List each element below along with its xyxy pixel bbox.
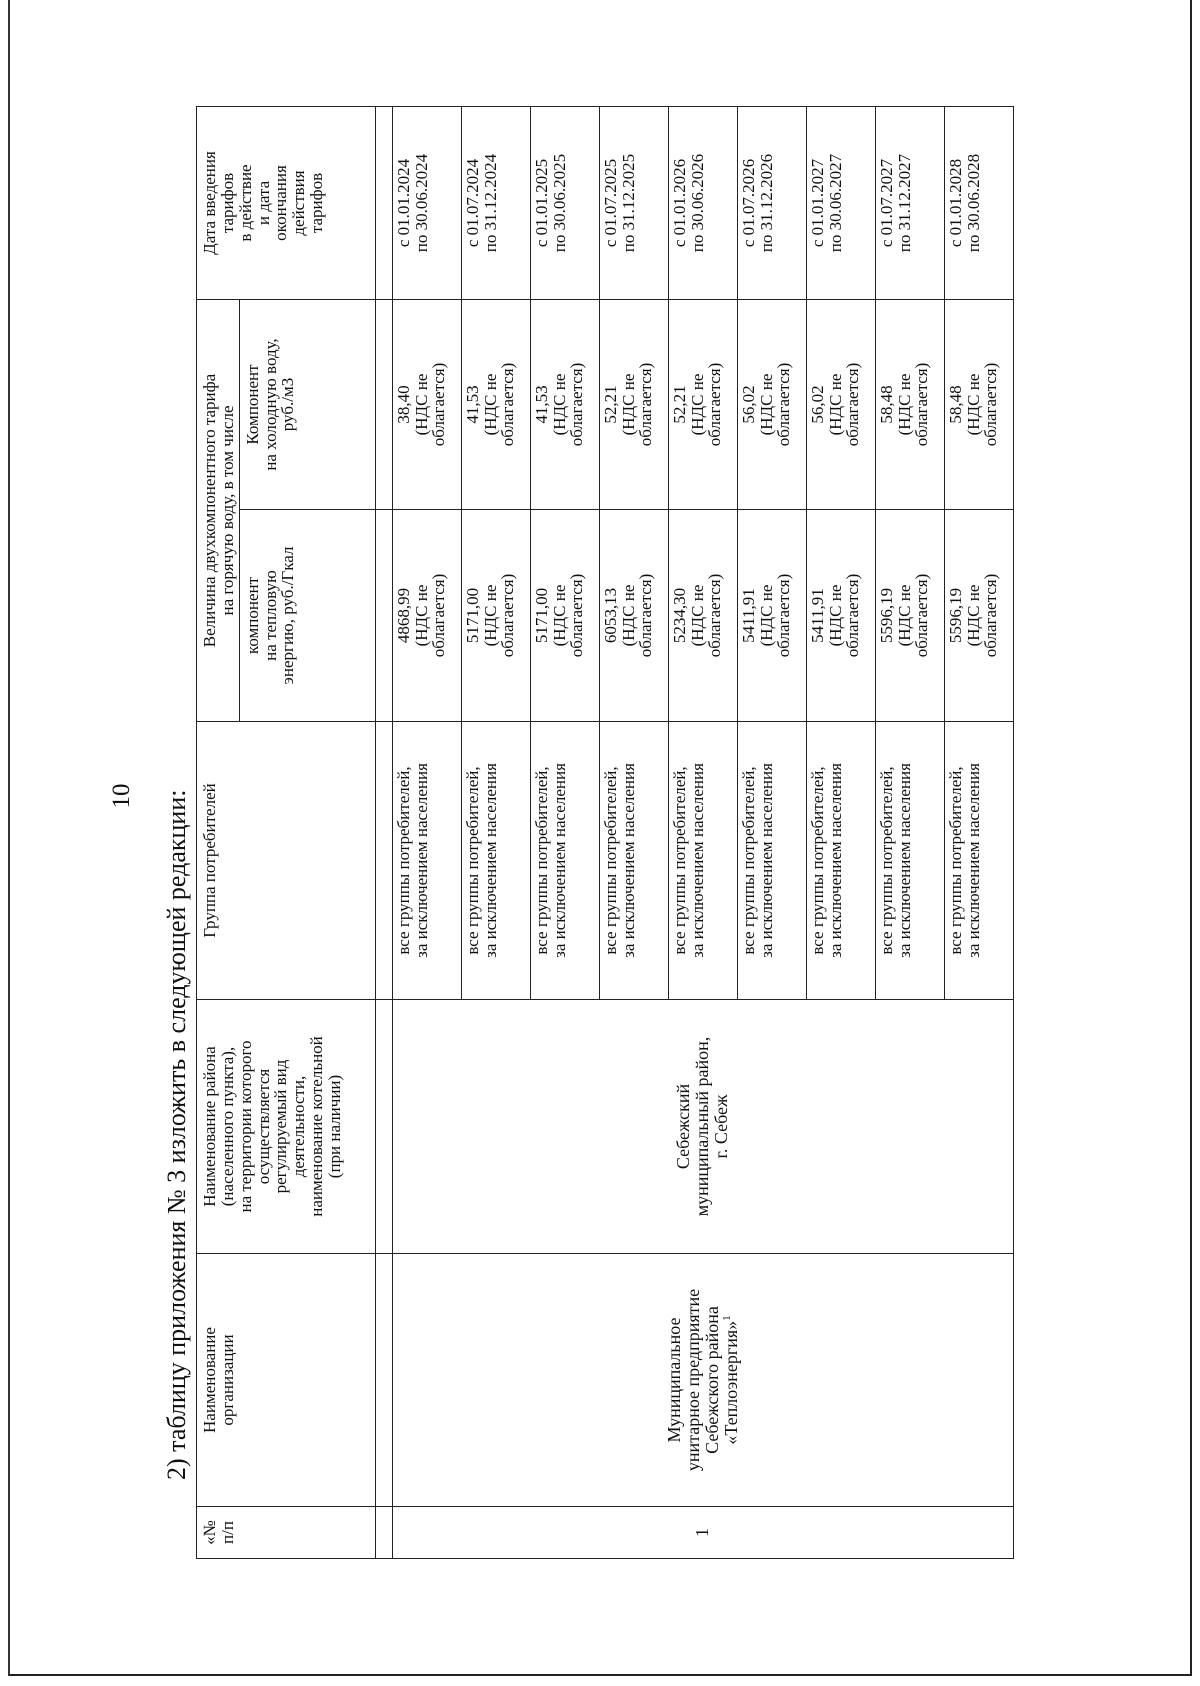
cell-text: (НДС не: [549, 584, 569, 647]
header-text: п/п: [217, 1521, 237, 1544]
header-organization: [197, 1254, 376, 1507]
header-text: Наименование: [200, 1327, 219, 1433]
cell-text: облагается): [912, 573, 932, 658]
heat-component-value: [944, 510, 1013, 722]
header-text: на территории которого: [235, 1040, 255, 1213]
footnote-mark: 1: [720, 1315, 733, 1321]
tariff-period: [875, 107, 944, 300]
heat-component-value: [461, 510, 530, 722]
cell-text: все группы потребителей,: [807, 766, 827, 955]
cell-text: облагается): [981, 362, 1001, 447]
header-text: (при наличии): [324, 1074, 344, 1179]
heat-component-value: [737, 510, 806, 722]
cell-text: 4868,99: [393, 587, 413, 644]
cell-text: 5171,00: [462, 587, 482, 644]
cell-text: (НДС не: [756, 584, 776, 647]
cell-text: все группы потребителей,: [669, 766, 689, 955]
header-text: регулируемый вид: [271, 1059, 291, 1194]
cell-text: облагается): [912, 362, 932, 447]
cell-text: по 30.06.2025: [549, 153, 569, 253]
cell-text: (НДС не: [963, 584, 983, 647]
cell-text: Себежский: [673, 1083, 694, 1170]
cell-text: по 30.06.2024: [411, 153, 431, 253]
cell-text: 52,21: [600, 385, 620, 424]
cell-text: 5171,00: [531, 587, 551, 644]
header-text: осуществляется: [253, 1068, 273, 1185]
header-text: Дата введения: [200, 151, 219, 255]
page-number: 10: [108, 783, 135, 809]
cell-text: (НДС не: [480, 584, 500, 647]
cell-text: (НДС не: [687, 373, 707, 436]
cell-text: облагается): [567, 573, 587, 658]
cell-text: Себежского района: [701, 1306, 722, 1454]
tariff-period: [530, 107, 599, 300]
header-dates: [197, 107, 376, 300]
header-text: в действие: [235, 164, 255, 242]
cell-text: облагается): [774, 362, 794, 447]
consumer-group: [461, 722, 530, 1000]
cell-text: 41,53: [531, 385, 551, 424]
cell-text: облагается): [567, 362, 587, 447]
cell-text: по 30.06.2026: [687, 153, 707, 253]
cell-text: 5234,30: [669, 587, 689, 644]
cell-text: 5411,91: [807, 588, 827, 643]
consumer-group: [599, 722, 668, 1000]
cell-text: (НДС не: [411, 373, 431, 436]
cell-text: по 31.12.2026: [756, 153, 776, 253]
heat-component-value: [392, 510, 461, 722]
header-text: тарифов: [217, 172, 237, 234]
tariff-period: [668, 107, 737, 300]
water-component-value: [461, 300, 530, 510]
cell-text: облагается): [705, 362, 725, 447]
cell-text: за исключением населения: [618, 763, 638, 958]
header-text: Группа потребителей: [200, 783, 219, 938]
cell-text: облагается): [429, 362, 449, 447]
intro-text: 2) таблицу приложения № 3 изложить в следующей редакции:: [162, 789, 191, 1480]
header-water-component: [239, 300, 375, 510]
cell-text: (НДС не: [618, 584, 638, 647]
cell-text: все группы потребителей,: [738, 766, 758, 955]
cell-text: 5596,19: [876, 587, 896, 644]
header-text: окончания: [271, 165, 291, 241]
cell-text: (НДС не: [480, 373, 500, 436]
cell-text: 41,53: [462, 385, 482, 424]
cell-text: (НДС не: [618, 373, 638, 436]
cell-text: облагается): [843, 362, 863, 447]
cell-text: с 01.01.2028: [945, 158, 965, 248]
cell-text: облагается): [636, 573, 656, 658]
cell-text: 38,40: [393, 385, 413, 424]
cell-text: все группы потребителей,: [945, 766, 965, 955]
header-text: руб./м3: [278, 377, 298, 432]
header-text: на холодную воду,: [260, 338, 280, 471]
header-heat-component: [239, 510, 375, 722]
organization-name: [392, 1254, 1013, 1507]
cell-text: по 31.12.2025: [618, 153, 638, 253]
water-component-value: [944, 300, 1013, 510]
header-text: на горячую воду, в том числе: [217, 405, 237, 616]
consumer-group: [806, 722, 875, 1000]
water-component-value: [599, 300, 668, 510]
header-text: наименование котельной: [307, 1036, 327, 1217]
cell-text: Муниципальное: [663, 1317, 684, 1443]
water-component-value: [530, 300, 599, 510]
table-row: [392, 107, 461, 1559]
header-text: (населенного пункта),: [217, 1046, 237, 1207]
header-text: компонент: [242, 576, 262, 655]
header-text: действия: [289, 170, 309, 236]
cell-text: с 01.01.2024: [393, 158, 413, 248]
cell-text: 58,48: [876, 385, 896, 424]
spacer-row: [375, 107, 392, 1559]
header-text: на тепловую: [260, 570, 280, 661]
cell-text: с 01.01.2025: [531, 158, 551, 248]
header-text: Компонент: [242, 364, 262, 445]
cell-text: по 31.12.2027: [894, 153, 914, 253]
header-tariff: [197, 300, 240, 722]
cell-text: облагается): [981, 573, 1001, 658]
cell-text: (НДС не: [825, 584, 845, 647]
water-component-value: [392, 300, 461, 510]
consumer-group: [944, 722, 1013, 1000]
cell-text: 5411,91: [738, 588, 758, 643]
cell-text: «Теплоэнергия»: [720, 1320, 741, 1445]
heat-component-value: [875, 510, 944, 722]
water-component-value: [668, 300, 737, 510]
cell-text: за исключением населения: [825, 763, 845, 958]
cell-text: 1: [692, 1528, 713, 1537]
tariff-period: [461, 107, 530, 300]
cell-text: облагается): [498, 573, 518, 658]
cell-text: г. Себеж: [711, 1094, 732, 1159]
cell-text: (НДС не: [894, 584, 914, 647]
cell-text: 58,48: [945, 385, 965, 424]
cell-text: 6053,13: [600, 587, 620, 644]
cell-text: облагается): [636, 362, 656, 447]
cell-text: по 30.06.2027: [825, 153, 845, 253]
consumer-group: [875, 722, 944, 1000]
cell-text: 5596,19: [945, 587, 965, 644]
tariff-period: [944, 107, 1013, 300]
water-component-value: [806, 300, 875, 510]
water-component-value: [737, 300, 806, 510]
cell-text: за исключением населения: [480, 763, 500, 958]
cell-text: с 01.07.2027: [876, 158, 896, 248]
header-text: тарифов: [307, 172, 327, 234]
cell-text: облагается): [705, 573, 725, 658]
header-text: Величина двухкомпонентного тарифа: [200, 373, 219, 648]
cell-text: 52,21: [669, 385, 689, 424]
consumer-group: [737, 722, 806, 1000]
cell-text: облагается): [429, 573, 449, 658]
heat-component-value: [599, 510, 668, 722]
cell-text: с 01.07.2025: [600, 158, 620, 248]
cell-text: (НДС не: [756, 373, 776, 436]
cell-text: (НДС не: [894, 373, 914, 436]
header-text: энергию, руб./Гкал: [278, 546, 298, 685]
cell-text: по 31.12.2024: [480, 153, 500, 253]
consumer-group: [668, 722, 737, 1000]
cell-text: (НДС не: [549, 373, 569, 436]
cell-text: за исключением населения: [894, 763, 914, 958]
header-text: и дата: [253, 180, 273, 226]
consumer-group: [392, 722, 461, 1000]
cell-text: облагается): [843, 573, 863, 658]
cell-text: унитарное предприятие: [682, 1288, 703, 1472]
tariff-period: [392, 107, 461, 300]
cell-text: все группы потребителей,: [393, 766, 413, 955]
header-num: [197, 1507, 376, 1559]
header-text: Наименование района: [200, 1046, 219, 1207]
heat-component-value: [806, 510, 875, 722]
header-consumer-group: [197, 722, 376, 1000]
cell-text: за исключением населения: [756, 763, 776, 958]
cell-text: 56,02: [807, 385, 827, 424]
header-text: организации: [217, 1334, 237, 1426]
cell-text: [722, 1257, 741, 1503]
cell-text: муниципальный район,: [692, 1036, 713, 1217]
cell-text: (НДС не: [411, 584, 431, 647]
cell-text: облагается): [498, 362, 518, 447]
cell-text: за исключением населения: [963, 763, 983, 958]
cell-text: за исключением населения: [411, 763, 431, 958]
cell-text: (НДС не: [687, 584, 707, 647]
cell-text: все группы потребителей,: [462, 766, 482, 955]
cell-text: по 30.06.2028: [963, 153, 983, 253]
cell-text: (НДС не: [825, 373, 845, 436]
tariff-period: [806, 107, 875, 300]
heat-component-value: [668, 510, 737, 722]
cell-text: за исключением населения: [687, 763, 707, 958]
cell-text: с 01.01.2027: [807, 158, 827, 248]
water-component-value: [875, 300, 944, 510]
cell-text: (НДС не: [963, 373, 983, 436]
header-text: деятельности,: [289, 1075, 309, 1178]
cell-text: с 01.07.2024: [462, 158, 482, 248]
heat-component-value: [530, 510, 599, 722]
cell-text: 56,02: [738, 385, 758, 424]
tariff-period: [599, 107, 668, 300]
tariff-table: [196, 106, 1014, 1559]
consumer-group: [530, 722, 599, 1000]
cell-text: облагается): [774, 573, 794, 658]
cell-text: за исключением населения: [549, 763, 569, 958]
cell-text: с 01.07.2026: [738, 158, 758, 248]
cell-text: с 01.01.2026: [669, 158, 689, 248]
tariff-period: [737, 107, 806, 300]
cell-text: все группы потребителей,: [876, 766, 896, 955]
header-district: [197, 1000, 376, 1254]
row-number: [392, 1507, 1013, 1559]
header-text: «№: [200, 1520, 219, 1545]
cell-text: все группы потребителей,: [600, 766, 620, 955]
cell-text: все группы потребителей,: [531, 766, 551, 955]
district-name: [392, 1000, 1013, 1254]
